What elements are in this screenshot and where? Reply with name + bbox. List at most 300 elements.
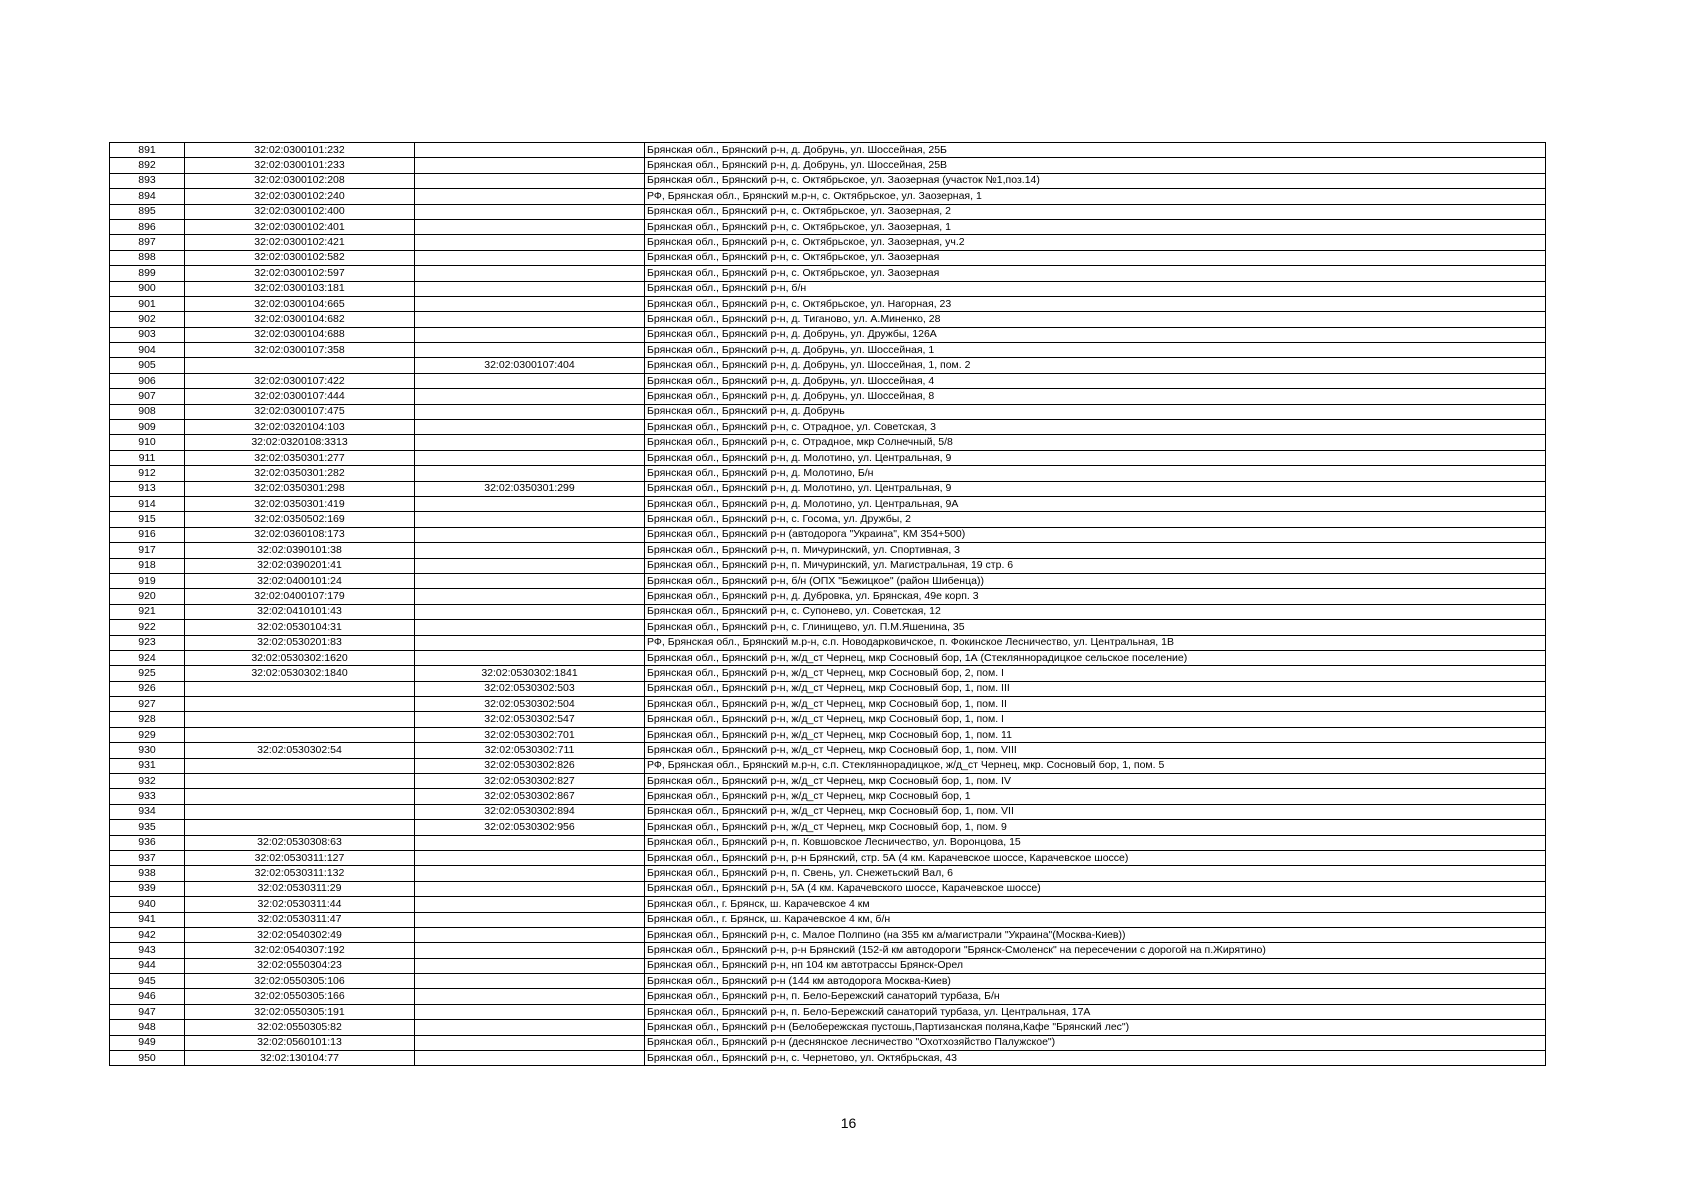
- cadastral-number-cell: 32:02:0300101:232: [185, 143, 415, 158]
- row-number-cell: 949: [110, 1035, 185, 1050]
- table-row: [110, 481, 1546, 496]
- address-cell: Брянская обл., Брянский р-н, д. Добрунь: [645, 404, 1546, 419]
- cadastral-number-cell: 32:02:0530302:1620: [185, 650, 415, 665]
- related-cadastral-number-cell: 32:02:0530302:547: [415, 712, 645, 727]
- related-cadastral-number-cell: [415, 927, 645, 942]
- row-number-cell: 910: [110, 435, 185, 450]
- related-cadastral-number-cell: [415, 389, 645, 404]
- address-cell: Брянская обл., Брянский р-н, б/н (ОПХ "Бежицкое" (район Шибенца)): [645, 573, 1546, 588]
- table-row: [110, 666, 1546, 681]
- row-number-cell: 903: [110, 327, 185, 342]
- row-number-cell: 915: [110, 512, 185, 527]
- row-number-cell: 929: [110, 727, 185, 742]
- cadastral-number-cell: 32:02:0300103:181: [185, 281, 415, 296]
- related-cadastral-number-cell: [415, 158, 645, 173]
- address-cell: Брянская обл., Брянский р-н, д. Молотино, ул. Центральная, 9А: [645, 496, 1546, 511]
- table-row: [110, 589, 1546, 604]
- related-cadastral-number-cell: [415, 866, 645, 881]
- cadastral-number-cell: 32:02:0300104:688: [185, 327, 415, 342]
- row-number-cell: 940: [110, 897, 185, 912]
- row-number-cell: 944: [110, 958, 185, 973]
- related-cadastral-number-cell: [415, 219, 645, 234]
- cadastral-number-cell: 32:02:0530311:132: [185, 866, 415, 881]
- table-row: [110, 820, 1546, 835]
- related-cadastral-number-cell: [415, 173, 645, 188]
- related-cadastral-number-cell: [415, 312, 645, 327]
- address-cell: Брянская обл., Брянский р-н, ж/д_ст Чернец, мкр Сосновый бор, 1А (Стекляннорадицкое сельское поселение): [645, 650, 1546, 665]
- cadastral-number-cell: 32:02:0550304:23: [185, 958, 415, 973]
- row-number-cell: 905: [110, 358, 185, 373]
- cadastral-number-cell: 32:02:0360108:173: [185, 527, 415, 542]
- related-cadastral-number-cell: 32:02:0530302:867: [415, 789, 645, 804]
- cadastral-number-cell: 32:02:130104:77: [185, 1051, 415, 1066]
- related-cadastral-number-cell: [415, 327, 645, 342]
- related-cadastral-number-cell: [415, 558, 645, 573]
- address-cell: Брянская обл., Брянский р-н, ж/д_ст Чернец, мкр Сосновый бор, 1, пом. 11: [645, 727, 1546, 742]
- related-cadastral-number-cell: [415, 296, 645, 311]
- table-row: [110, 897, 1546, 912]
- row-number-cell: 939: [110, 881, 185, 896]
- table-row: [110, 327, 1546, 342]
- table-row: [110, 558, 1546, 573]
- related-cadastral-number-cell: [415, 974, 645, 989]
- row-number-cell: 928: [110, 712, 185, 727]
- row-number-cell: 934: [110, 804, 185, 819]
- cadastral-number-cell: 32:02:0530311:47: [185, 912, 415, 927]
- cadastral-number-cell: 32:02:0300102:240: [185, 189, 415, 204]
- address-cell: Брянская обл., Брянский р-н, с. Супонево, ул. Советская, 12: [645, 604, 1546, 619]
- related-cadastral-number-cell: [415, 1020, 645, 1035]
- row-number-cell: 919: [110, 573, 185, 588]
- row-number-cell: 913: [110, 481, 185, 496]
- address-cell: Брянская обл., Брянский р-н, ж/д_ст Чернец, мкр Сосновый бор, 1, пом. VII: [645, 804, 1546, 819]
- cadastral-number-cell: 32:02:0300107:444: [185, 389, 415, 404]
- cadastral-number-cell: 32:02:0400101:24: [185, 573, 415, 588]
- row-number-cell: 892: [110, 158, 185, 173]
- related-cadastral-number-cell: [415, 281, 645, 296]
- row-number-cell: 899: [110, 266, 185, 281]
- row-number-cell: 936: [110, 835, 185, 850]
- related-cadastral-number-cell: [415, 573, 645, 588]
- table-row: [110, 912, 1546, 927]
- related-cadastral-number-cell: [415, 835, 645, 850]
- related-cadastral-number-cell: [415, 1051, 645, 1066]
- cadastral-number-cell: 32:02:0530201:83: [185, 635, 415, 650]
- address-cell: Брянская обл., Брянский р-н, п. Мичуринский, ул. Спортивная, 3: [645, 543, 1546, 558]
- address-cell: Брянская обл., Брянский р-н, с. Октябрьское, ул. Заозерная (участок №1,поз.14): [645, 173, 1546, 188]
- row-number-cell: 922: [110, 620, 185, 635]
- table-row: [110, 512, 1546, 527]
- address-cell: Брянская обл., Брянский р-н (автодорога "Украина", КМ 354+500): [645, 527, 1546, 542]
- row-number-cell: 942: [110, 927, 185, 942]
- address-cell: Брянская обл., Брянский р-н, д. Добрунь, ул. Дружбы, 126А: [645, 327, 1546, 342]
- cadastral-number-cell: 32:02:0300102:421: [185, 235, 415, 250]
- table-row: [110, 404, 1546, 419]
- table-row: [110, 712, 1546, 727]
- address-cell: Брянская обл., Брянский р-н, с. Октябрьское, ул. Заозерная: [645, 266, 1546, 281]
- address-cell: Брянская обл., Брянский р-н, ж/д_ст Чернец, мкр Сосновый бор, 1, пом. II: [645, 697, 1546, 712]
- table-row: [110, 943, 1546, 958]
- row-number-cell: 923: [110, 635, 185, 650]
- address-cell: Брянская обл., Брянский р-н, д. Добрунь, ул. Шоссейная, 25В: [645, 158, 1546, 173]
- row-number-cell: 927: [110, 697, 185, 712]
- row-number-cell: 950: [110, 1051, 185, 1066]
- related-cadastral-number-cell: [415, 650, 645, 665]
- address-cell: Брянская обл., г. Брянск, ш. Карачевское 4 км, б/н: [645, 912, 1546, 927]
- table-row: [110, 881, 1546, 896]
- address-cell: Брянская обл., Брянский р-н, д. Добрунь, ул. Шоссейная, 8: [645, 389, 1546, 404]
- related-cadastral-number-cell: [415, 912, 645, 927]
- table-row: [110, 743, 1546, 758]
- related-cadastral-number-cell: 32:02:0530302:504: [415, 697, 645, 712]
- related-cadastral-number-cell: [415, 943, 645, 958]
- related-cadastral-number-cell: 32:02:0530302:701: [415, 727, 645, 742]
- cadastral-number-cell: [185, 758, 415, 773]
- related-cadastral-number-cell: [415, 850, 645, 865]
- table-row: [110, 420, 1546, 435]
- cadastral-number-cell: 32:02:0530311:127: [185, 850, 415, 865]
- address-cell: Брянская обл., Брянский р-н, д. Молотино, ул. Центральная, 9: [645, 481, 1546, 496]
- cadastral-number-cell: 32:02:0300102:401: [185, 219, 415, 234]
- page-number: 16: [840, 1115, 857, 1131]
- cadastral-number-cell: 32:02:0300107:358: [185, 343, 415, 358]
- row-number-cell: 914: [110, 496, 185, 511]
- table-row: [110, 758, 1546, 773]
- cadastral-number-cell: 32:02:0350301:277: [185, 450, 415, 465]
- cadastral-number-cell: 32:02:0550305:106: [185, 974, 415, 989]
- related-cadastral-number-cell: 32:02:0530302:894: [415, 804, 645, 819]
- address-cell: Брянская обл., Брянский р-н, с. Госома, ул. Дружбы, 2: [645, 512, 1546, 527]
- address-cell: Брянская обл., Брянский р-н, д. Молотино, ул. Центральная, 9: [645, 450, 1546, 465]
- row-number-cell: 901: [110, 296, 185, 311]
- address-cell: Брянская обл., Брянский р-н, п. Свень, ул. Снежетьский Вал, 6: [645, 866, 1546, 881]
- cadastral-number-cell: 32:02:0530104:31: [185, 620, 415, 635]
- cadastral-number-cell: [185, 681, 415, 696]
- address-cell: РФ, Брянская обл., Брянский м.р-н, с. Октябрьское, ул. Заозерная, 1: [645, 189, 1546, 204]
- address-cell: Брянская обл., Брянский р-н, б/н: [645, 281, 1546, 296]
- cadastral-number-cell: 32:02:0300102:400: [185, 204, 415, 219]
- row-number-cell: 943: [110, 943, 185, 958]
- related-cadastral-number-cell: [415, 420, 645, 435]
- table-row: [110, 358, 1546, 373]
- cadastral-number-cell: 32:02:0400107:179: [185, 589, 415, 604]
- address-cell: Брянская обл., Брянский р-н, п. Бело-Бережский санаторий турбаза, ул. Центральная, 17А: [645, 1004, 1546, 1019]
- related-cadastral-number-cell: 32:02:0530302:826: [415, 758, 645, 773]
- table-row: [110, 450, 1546, 465]
- row-number-cell: 937: [110, 850, 185, 865]
- table-row: [110, 835, 1546, 850]
- cadastral-number-cell: 32:02:0540307:192: [185, 943, 415, 958]
- table-row: [110, 389, 1546, 404]
- table-row: [110, 989, 1546, 1004]
- table-row: [110, 173, 1546, 188]
- table-row: [110, 543, 1546, 558]
- table-row: [110, 435, 1546, 450]
- row-number-cell: 931: [110, 758, 185, 773]
- table-row: [110, 1035, 1546, 1050]
- table-row: [110, 573, 1546, 588]
- cadastral-number-cell: 32:02:0390101:38: [185, 543, 415, 558]
- cadastral-number-cell: 32:02:0530311:44: [185, 897, 415, 912]
- related-cadastral-number-cell: [415, 527, 645, 542]
- related-cadastral-number-cell: [415, 989, 645, 1004]
- table-row: [110, 681, 1546, 696]
- row-number-cell: 930: [110, 743, 185, 758]
- table-row: [110, 850, 1546, 865]
- row-number-cell: 948: [110, 1020, 185, 1035]
- address-cell: Брянская обл., Брянский р-н, нп 104 км автотрассы Брянск-Орел: [645, 958, 1546, 973]
- related-cadastral-number-cell: [415, 404, 645, 419]
- related-cadastral-number-cell: [415, 589, 645, 604]
- address-cell: Брянская обл., Брянский р-н, с. Чернетово, ул. Октябрьская, 43: [645, 1051, 1546, 1066]
- cadastral-number-cell: [185, 820, 415, 835]
- row-number-cell: 947: [110, 1004, 185, 1019]
- address-cell: РФ, Брянская обл., Брянский м.р-н, с.п. Новодарковичское, п. Фокинское Лесничество, ул. Центральная, 1В: [645, 635, 1546, 650]
- address-cell: Брянская обл., Брянский р-н, с. Малое Полпино (на 355 км а/магистрали "Украина"(Москва-Киев)): [645, 927, 1546, 942]
- address-cell: Брянская обл., Брянский р-н, с. Октябрьское, ул. Нагорная, 23: [645, 296, 1546, 311]
- address-cell: Брянская обл., Брянский р-н (деснянское лесничество "Охотхозяйство Палужское"): [645, 1035, 1546, 1050]
- cadastral-number-cell: 32:02:0550305:191: [185, 1004, 415, 1019]
- row-number-cell: 897: [110, 235, 185, 250]
- address-cell: Брянская обл., Брянский р-н, ж/д_ст Чернец, мкр Сосновый бор, 2, пом. I: [645, 666, 1546, 681]
- related-cadastral-number-cell: [415, 143, 645, 158]
- table-row: [110, 927, 1546, 942]
- address-cell: РФ, Брянская обл., Брянский м.р-н, с.п. Стекляннорадицкое, ж/д_ст Чернец, мкр. Сосновый бор, 1, пом. 5: [645, 758, 1546, 773]
- table-row: [110, 143, 1546, 158]
- row-number-cell: 893: [110, 173, 185, 188]
- cadastral-number-cell: 32:02:0530302:54: [185, 743, 415, 758]
- related-cadastral-number-cell: [415, 512, 645, 527]
- address-cell: Брянская обл., Брянский р-н, р-н Брянский (152-й км автодороги "Брянск-Смоленск" на пересечении с дорогой на п.Жирятино): [645, 943, 1546, 958]
- row-number-cell: 920: [110, 589, 185, 604]
- row-number-cell: 925: [110, 666, 185, 681]
- table-row: [110, 727, 1546, 742]
- related-cadastral-number-cell: [415, 620, 645, 635]
- cadastral-number-cell: 32:02:0300104:665: [185, 296, 415, 311]
- related-cadastral-number-cell: [415, 250, 645, 265]
- address-cell: Брянская обл., Брянский р-н, ж/д_ст Чернец, мкр Сосновый бор, 1: [645, 789, 1546, 804]
- address-cell: Брянская обл., Брянский р-н, д. Молотино, Б/н: [645, 466, 1546, 481]
- row-number-cell: 941: [110, 912, 185, 927]
- table-row: [110, 158, 1546, 173]
- address-cell: Брянская обл., Брянский р-н, п. Ковшовское Лесничество, ул. Воронцова, 15: [645, 835, 1546, 850]
- table-row: [110, 1051, 1546, 1066]
- related-cadastral-number-cell: 32:02:0530302:711: [415, 743, 645, 758]
- cadastral-number-cell: 32:02:0300102:597: [185, 266, 415, 281]
- row-number-cell: 918: [110, 558, 185, 573]
- address-cell: Брянская обл., Брянский р-н (Белобережская пустошь,Партизанская поляна,Кафе "Брянский лес"): [645, 1020, 1546, 1035]
- cadastral-number-cell: 32:02:0540302:49: [185, 927, 415, 942]
- address-cell: Брянская обл., Брянский р-н, с. Глинищево, ул. П.М.Яшенина, 35: [645, 620, 1546, 635]
- related-cadastral-number-cell: [415, 1035, 645, 1050]
- cadastral-number-cell: [185, 358, 415, 373]
- table-row: [110, 296, 1546, 311]
- related-cadastral-number-cell: [415, 897, 645, 912]
- address-cell: Брянская обл., Брянский р-н, с. Октябрьское, ул. Заозерная, 2: [645, 204, 1546, 219]
- cadastral-number-cell: 32:02:0300102:582: [185, 250, 415, 265]
- address-cell: Брянская обл., Брянский р-н, п. Мичуринский, ул. Магистральная, 19 стр. 6: [645, 558, 1546, 573]
- table-row: [110, 635, 1546, 650]
- address-cell: Брянская обл., Брянский р-н, с. Октябрьское, ул. Заозерная, уч.2: [645, 235, 1546, 250]
- related-cadastral-number-cell: [415, 204, 645, 219]
- table-row: [110, 1020, 1546, 1035]
- table-row: [110, 866, 1546, 881]
- cadastral-number-cell: 32:02:0550305:82: [185, 1020, 415, 1035]
- address-cell: Брянская обл., Брянский р-н, с. Октябрьское, ул. Заозерная: [645, 250, 1546, 265]
- row-number-cell: 911: [110, 450, 185, 465]
- cadastral-number-cell: 32:02:0320108:3313: [185, 435, 415, 450]
- row-number-cell: 912: [110, 466, 185, 481]
- row-number-cell: 894: [110, 189, 185, 204]
- related-cadastral-number-cell: [415, 496, 645, 511]
- table-row: [110, 804, 1546, 819]
- address-cell: Брянская обл., Брянский р-н (144 км автодорога Москва-Киев): [645, 974, 1546, 989]
- address-cell: Брянская обл., Брянский р-н, д. Добрунь, ул. Шоссейная, 25Б: [645, 143, 1546, 158]
- row-number-cell: 935: [110, 820, 185, 835]
- address-cell: Брянская обл., Брянский р-н, ж/д_ст Чернец, мкр Сосновый бор, 1, пом. III: [645, 681, 1546, 696]
- address-cell: Брянская обл., Брянский р-н, 5А (4 км. Карачевского шоссе, Карачевское шоссе): [645, 881, 1546, 896]
- cadastral-number-cell: [185, 774, 415, 789]
- address-cell: Брянская обл., г. Брянск, ш. Карачевское 4 км: [645, 897, 1546, 912]
- cadastral-number-cell: 32:02:0300107:475: [185, 404, 415, 419]
- related-cadastral-number-cell: [415, 881, 645, 896]
- related-cadastral-number-cell: 32:02:0350301:299: [415, 481, 645, 496]
- table-row: [110, 204, 1546, 219]
- row-number-cell: 900: [110, 281, 185, 296]
- table-row: [110, 620, 1546, 635]
- address-cell: Брянская обл., Брянский р-н, с. Октябрьское, ул. Заозерная, 1: [645, 219, 1546, 234]
- cadastral-number-cell: 32:02:0300104:682: [185, 312, 415, 327]
- address-cell: Брянская обл., Брянский р-н, ж/д_ст Чернец, мкр Сосновый бор, 1, пом. VIII: [645, 743, 1546, 758]
- table-row: [110, 466, 1546, 481]
- row-number-cell: 891: [110, 143, 185, 158]
- table-row: [110, 958, 1546, 973]
- related-cadastral-number-cell: [415, 958, 645, 973]
- cadastral-number-cell: 32:02:0410101:43: [185, 604, 415, 619]
- row-number-cell: 945: [110, 974, 185, 989]
- cadastral-number-cell: 32:02:0300107:422: [185, 373, 415, 388]
- related-cadastral-number-cell: [415, 1004, 645, 1019]
- address-cell: Брянская обл., Брянский р-н, д. Добрунь, ул. Шоссейная, 1: [645, 343, 1546, 358]
- related-cadastral-number-cell: 32:02:0530302:956: [415, 820, 645, 835]
- address-cell: Брянская обл., Брянский р-н, д. Тиганово, ул. А.Миненко, 28: [645, 312, 1546, 327]
- table-row: [110, 189, 1546, 204]
- table-row: [110, 527, 1546, 542]
- cadastral-number-cell: [185, 727, 415, 742]
- related-cadastral-number-cell: [415, 543, 645, 558]
- table-row: [110, 312, 1546, 327]
- related-cadastral-number-cell: 32:02:0300107:404: [415, 358, 645, 373]
- registry-table: [109, 142, 1546, 1066]
- row-number-cell: 916: [110, 527, 185, 542]
- cadastral-number-cell: [185, 804, 415, 819]
- cadastral-number-cell: 32:02:0550305:166: [185, 989, 415, 1004]
- table-row: [110, 1004, 1546, 1019]
- table-row: [110, 789, 1546, 804]
- registry-table-body: [110, 143, 1546, 1066]
- row-number-cell: 917: [110, 543, 185, 558]
- related-cadastral-number-cell: [415, 604, 645, 619]
- table-row: [110, 604, 1546, 619]
- related-cadastral-number-cell: [415, 435, 645, 450]
- address-cell: Брянская обл., Брянский р-н, д. Добрунь, ул. Шоссейная, 1, пом. 2: [645, 358, 1546, 373]
- row-number-cell: 902: [110, 312, 185, 327]
- related-cadastral-number-cell: [415, 189, 645, 204]
- row-number-cell: 898: [110, 250, 185, 265]
- row-number-cell: 946: [110, 989, 185, 1004]
- related-cadastral-number-cell: [415, 235, 645, 250]
- table-row: [110, 373, 1546, 388]
- related-cadastral-number-cell: 32:02:0530302:827: [415, 774, 645, 789]
- row-number-cell: 906: [110, 373, 185, 388]
- cadastral-number-cell: 32:02:0530302:1840: [185, 666, 415, 681]
- address-cell: Брянская обл., Брянский р-н, п. Бело-Бережский санаторий турбаза, Б/н: [645, 989, 1546, 1004]
- cadastral-number-cell: 32:02:0560101:13: [185, 1035, 415, 1050]
- table-row: [110, 496, 1546, 511]
- cadastral-number-cell: [185, 712, 415, 727]
- related-cadastral-number-cell: [415, 635, 645, 650]
- cadastral-number-cell: [185, 697, 415, 712]
- related-cadastral-number-cell: [415, 266, 645, 281]
- cadastral-number-cell: 32:02:0320104:103: [185, 420, 415, 435]
- row-number-cell: 907: [110, 389, 185, 404]
- address-cell: Брянская обл., Брянский р-н, ж/д_ст Чернец, мкр Сосновый бор, 1, пом. 9: [645, 820, 1546, 835]
- table-row: [110, 974, 1546, 989]
- related-cadastral-number-cell: [415, 450, 645, 465]
- cadastral-number-cell: 32:02:0350301:298: [185, 481, 415, 496]
- row-number-cell: 904: [110, 343, 185, 358]
- row-number-cell: 921: [110, 604, 185, 619]
- address-cell: Брянская обл., Брянский р-н, д. Дубровка, ул. Брянская, 49е корп. 3: [645, 589, 1546, 604]
- table-row: [110, 250, 1546, 265]
- row-number-cell: 932: [110, 774, 185, 789]
- row-number-cell: 896: [110, 219, 185, 234]
- cadastral-number-cell: 32:02:0350301:282: [185, 466, 415, 481]
- table-row: [110, 235, 1546, 250]
- table-row: [110, 343, 1546, 358]
- table-row: [110, 774, 1546, 789]
- cadastral-number-cell: 32:02:0530308:63: [185, 835, 415, 850]
- cadastral-number-cell: 32:02:0300101:233: [185, 158, 415, 173]
- address-cell: Брянская обл., Брянский р-н, д. Добрунь, ул. Шоссейная, 4: [645, 373, 1546, 388]
- table-row: [110, 697, 1546, 712]
- address-cell: Брянская обл., Брянский р-н, р-н Брянский, стр. 5А (4 км. Карачевское шоссе, Карачевское шоссе): [645, 850, 1546, 865]
- row-number-cell: 908: [110, 404, 185, 419]
- cadastral-number-cell: 32:02:0350301:419: [185, 496, 415, 511]
- cadastral-number-cell: [185, 789, 415, 804]
- related-cadastral-number-cell: 32:02:0530302:1841: [415, 666, 645, 681]
- address-cell: Брянская обл., Брянский р-н, с. Отрадное, ул. Советская, 3: [645, 420, 1546, 435]
- row-number-cell: 895: [110, 204, 185, 219]
- related-cadastral-number-cell: [415, 466, 645, 481]
- address-cell: Брянская обл., Брянский р-н, ж/д_ст Чернец, мкр Сосновый бор, 1, пом. I: [645, 712, 1546, 727]
- row-number-cell: 909: [110, 420, 185, 435]
- address-cell: Брянская обл., Брянский р-н, ж/д_ст Чернец, мкр Сосновый бор, 1, пом. IV: [645, 774, 1546, 789]
- row-number-cell: 938: [110, 866, 185, 881]
- cadastral-number-cell: 32:02:0350502:169: [185, 512, 415, 527]
- address-cell: Брянская обл., Брянский р-н, с. Отрадное, мкр Солнечный, 5/8: [645, 435, 1546, 450]
- table-row: [110, 281, 1546, 296]
- table-row: [110, 650, 1546, 665]
- row-number-cell: 926: [110, 681, 185, 696]
- row-number-cell: 924: [110, 650, 185, 665]
- table-row: [110, 266, 1546, 281]
- cadastral-number-cell: 32:02:0530311:29: [185, 881, 415, 896]
- table-row: [110, 219, 1546, 234]
- cadastral-number-cell: 32:02:0390201:41: [185, 558, 415, 573]
- row-number-cell: 933: [110, 789, 185, 804]
- related-cadastral-number-cell: [415, 373, 645, 388]
